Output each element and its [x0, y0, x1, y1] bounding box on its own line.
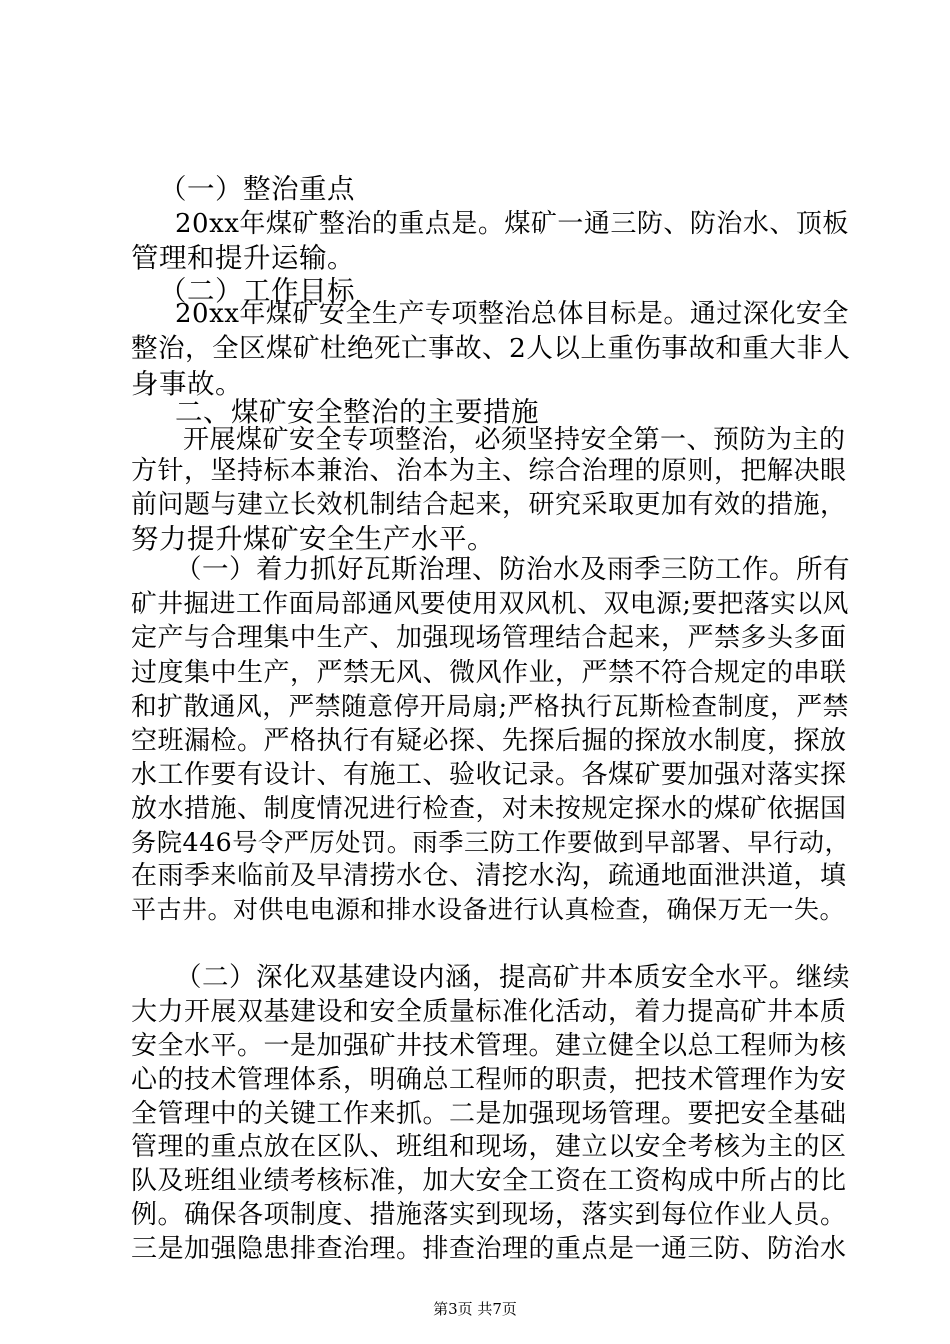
page-number-footer: 第3页 共7页 [433, 1300, 517, 1318]
text-line: 方针，坚持标本兼治、治本为主、综合治理的原则，把解决眼 [131, 456, 847, 486]
text-line: 20xx年煤矿安全生产专项整治总体目标是。通过深化安全 [175, 299, 849, 329]
text-line: 三是加强隐患排查治理。排查治理的重点是一通三防、防治水 [131, 1234, 847, 1264]
text-line: 全管理中的关键工作来抓。二是加强现场管理。要把安全基础 [131, 1099, 847, 1129]
text-line: 管理的重点放在区队、班组和现场，建立以安全考核为主的区 [131, 1132, 847, 1162]
text-line: 前问题与建立长效机制结合起来，研究采取更加有效的措施， [131, 490, 847, 520]
text-line: 放水措施、制度情况进行检查，对未按规定探水的煤矿依据国 [131, 794, 847, 824]
text-line: 和扩散通风，严禁随意停开局扇;严格执行瓦斯检查制度，严禁 [131, 692, 849, 722]
text-line: 空班漏检。严格执行有疑必探、先探后掘的探放水制度，探放 [131, 726, 847, 756]
text-line: 整治，全区煤矿杜绝死亡事故、2人以上重伤事故和重大非人 [131, 333, 851, 364]
text-line: 管理和提升运输。 [131, 242, 355, 274]
text-line: （二）深化双基建设内涵，提高矿井本质安全水平。继续 [175, 962, 850, 993]
text-line: 水工作要有设计、有施工、验收记录。各煤矿要加强对落实探 [131, 760, 847, 790]
text-line: 矿井掘进工作面局部通风要使用双风机、双电源;要把落实以风 [131, 589, 849, 619]
text-line: 队及班组业绩考核标准，加大安全工资在工资构成中所占的比 [131, 1166, 847, 1196]
text-line: 20xx年煤矿整治的重点是。煤矿一通三防、防治水、顶板 [175, 209, 849, 239]
text-line: 开展煤矿安全专项整治，必须坚持安全第一、预防为主的 [183, 425, 846, 455]
text-line: 务院446号令严厉处罚。雨季三防工作要做到早部署、早行动， [131, 828, 851, 857]
text-line: 身事故。 [131, 368, 243, 400]
text-line: 在雨季来临前及早清捞水仓、清挖水沟，疏通地面泄洪道，填 [131, 861, 847, 891]
text-line: 二、煤矿安全整治的主要措施 [175, 396, 539, 428]
text-line: 平古井。对供电电源和排水设备进行认真检查，确保万无一失。 [131, 895, 846, 924]
text-line: （一）着力抓好瓦斯治理、防治水及雨季三防工作。所有 [175, 554, 850, 585]
text-line: 定产与合理集中生产、加强现场管理结合起来，严禁多头多面 [131, 623, 847, 653]
text-line: 例。确保各项制度、措施落实到现场，落实到每位作业人员。 [131, 1200, 847, 1230]
text-line: （二）工作目标 [159, 275, 355, 307]
text-line: 心的技术管理体系，明确总工程师的职责，把技术管理作为安 [131, 1065, 847, 1095]
text-line: 过度集中生产，严禁无风、微风作业，严禁不符合规定的串联 [131, 658, 847, 688]
text-line: 大力开展双基建设和安全质量标准化活动，着力提高矿井本质 [131, 997, 847, 1027]
text-line: 安全水平。一是加强矿井技术管理。建立健全以总工程师为核 [131, 1031, 847, 1061]
text-line: 努力提升煤矿安全生产水平。 [131, 523, 495, 555]
text-line: （一）整治重点 [159, 173, 355, 205]
